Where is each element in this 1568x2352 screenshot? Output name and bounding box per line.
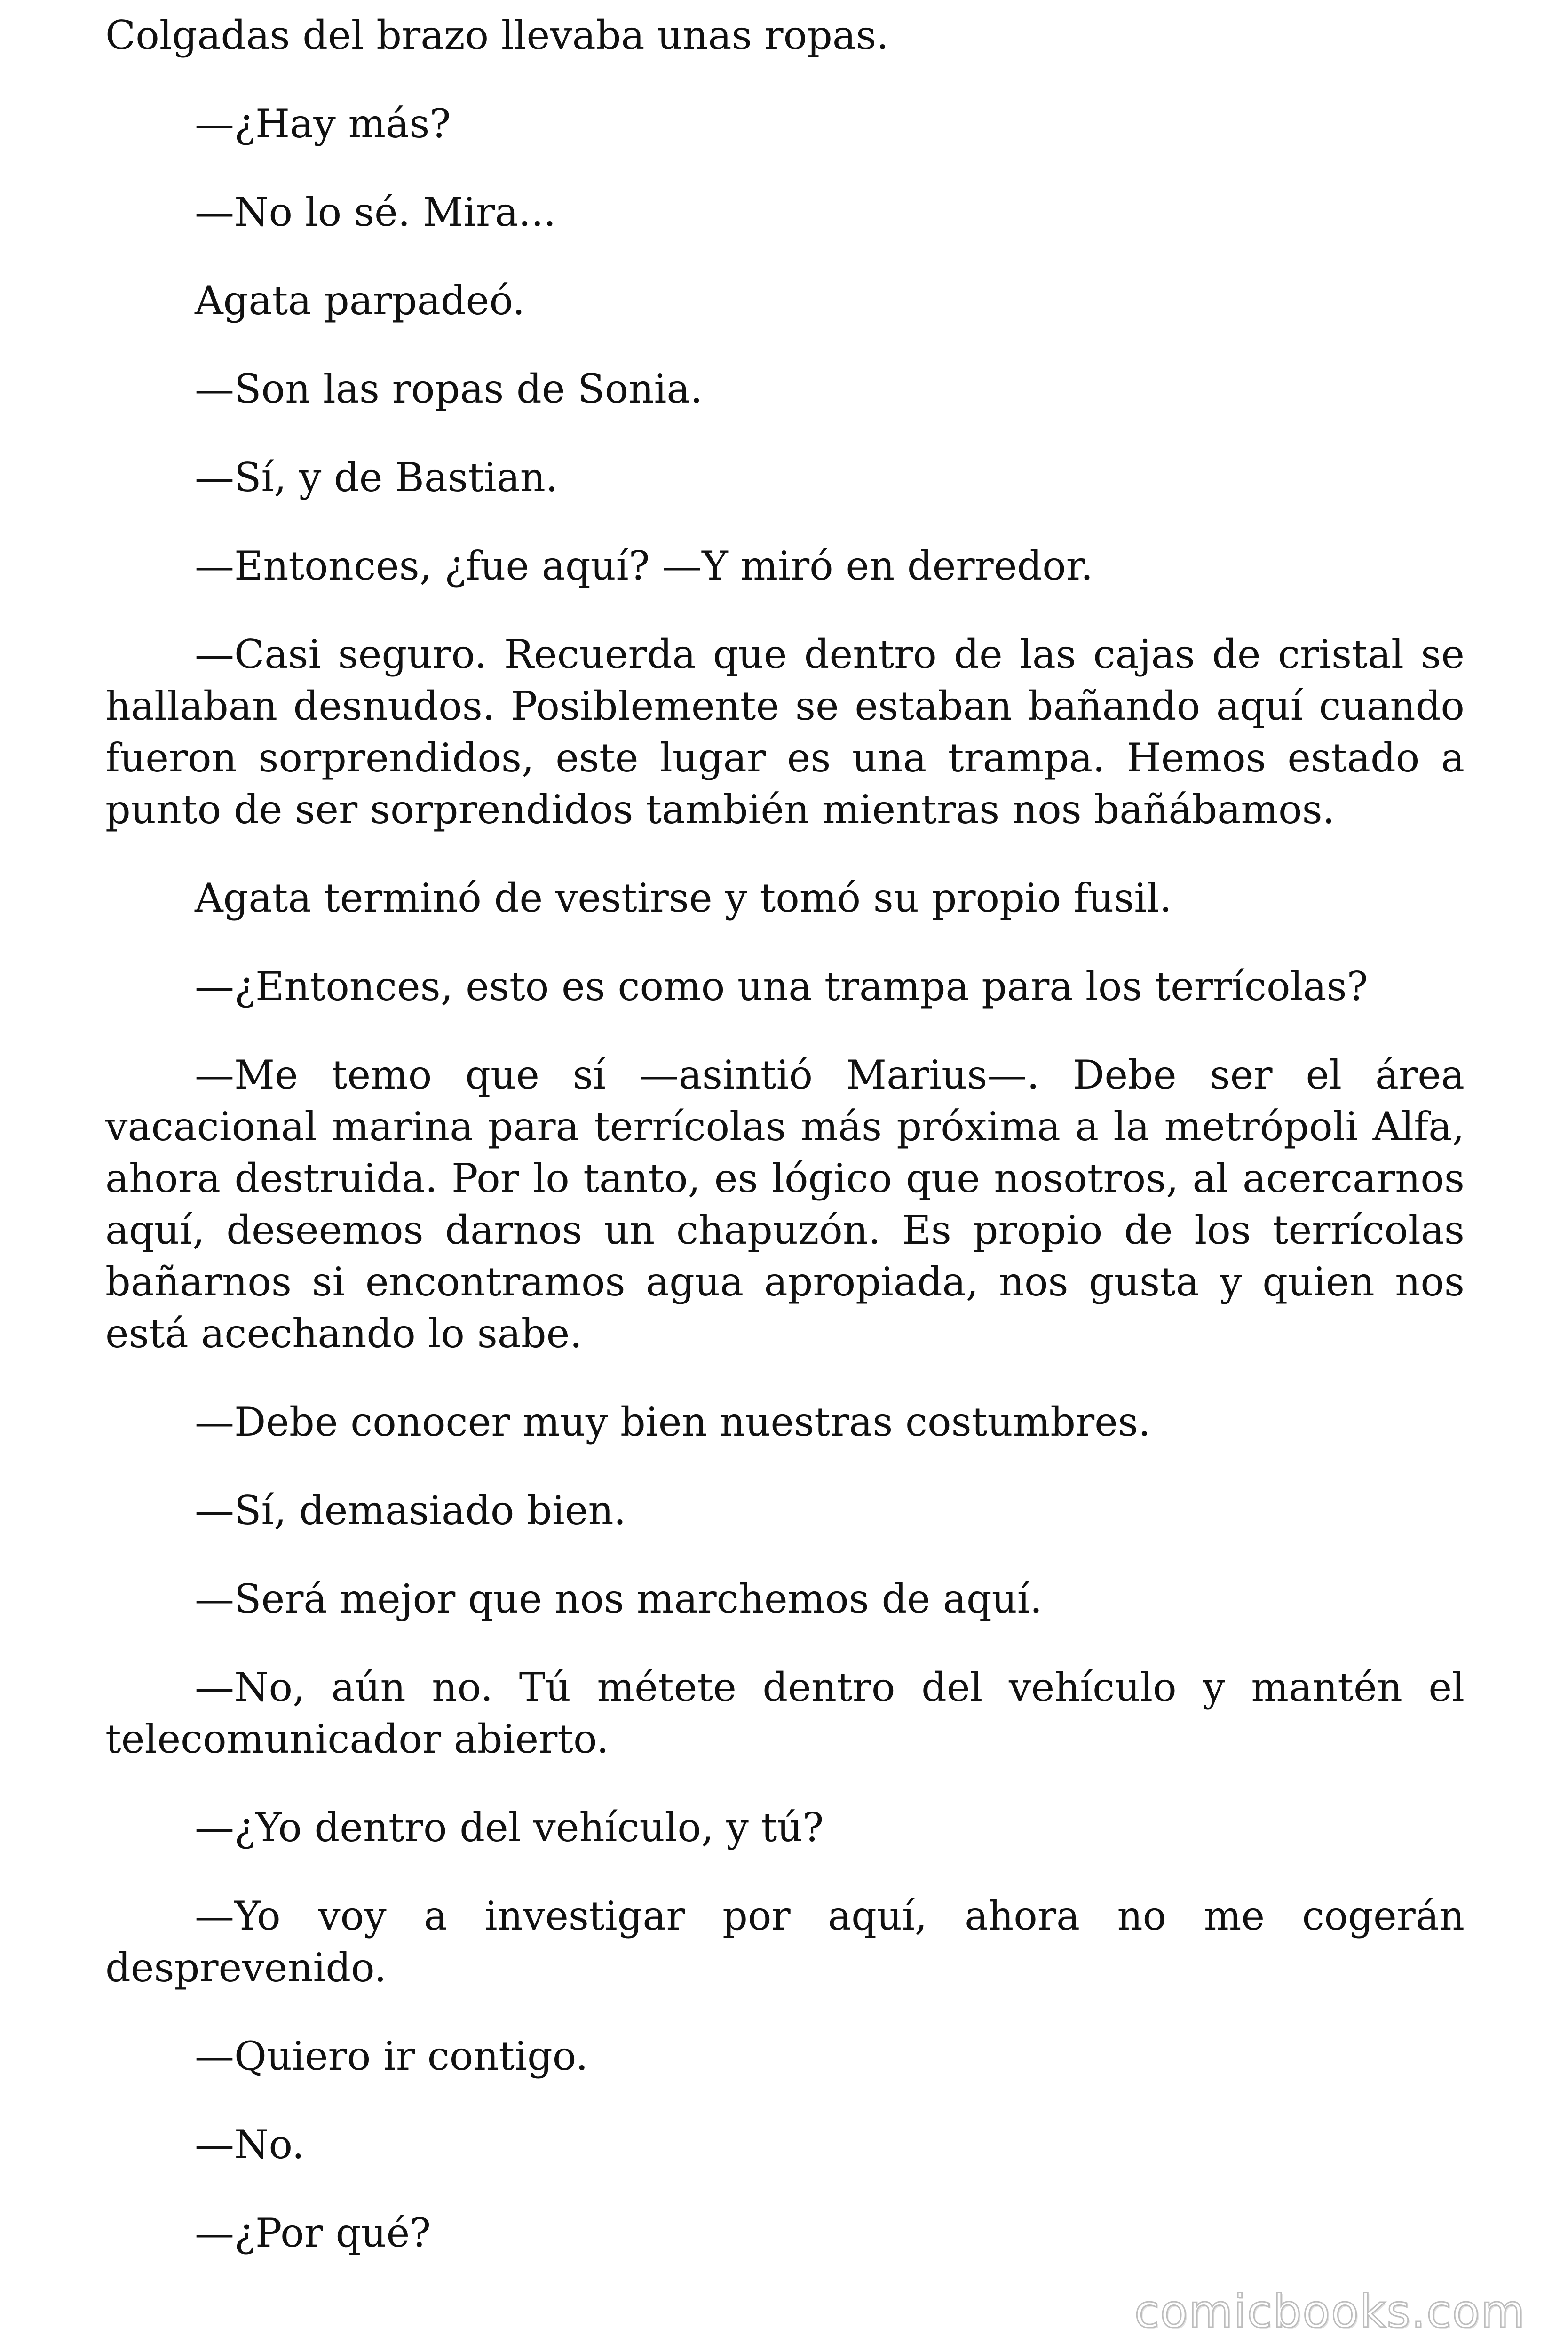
paragraph: —¿Por qué? bbox=[195, 2210, 431, 2256]
paragraph: —¿Hay más? bbox=[195, 101, 451, 147]
paragraph: —Será mejor que nos marchemos de aquí. bbox=[195, 1576, 1043, 1622]
paragraph: —Casi seguro. Recuerda que dentro de las cajas de cristal se hallaban desnudos. Posiblemente se estaban bañando aquí cuando fueron sorprendidos, este lugar es una trampa. Hemos estado a punto de ser sorprendidos también mientras nos bañábamos. bbox=[105, 631, 1465, 833]
paragraph: —No. bbox=[195, 2122, 305, 2168]
paragraph: —Quiero ir contigo. bbox=[195, 2033, 588, 2079]
watermark: comicbooks.com bbox=[1134, 2285, 1526, 2338]
paragraph: —Yo voy a investigar por aquí, ahora no me cogerán desprevenido. bbox=[105, 1893, 1465, 1991]
paragraph: —¿Yo dentro del vehículo, y tú? bbox=[195, 1804, 824, 1851]
paragraph: Agata parpadeó. bbox=[195, 278, 525, 324]
paragraph: —Debe conocer muy bien nuestras costumbres. bbox=[195, 1399, 1151, 1445]
paragraph: —¿Entonces, esto es como una trampa para los terrícolas? bbox=[195, 963, 1368, 1009]
paragraph: Colgadas del brazo llevaba unas ropas. bbox=[105, 12, 889, 58]
paragraph: —Sí, y de Bastian. bbox=[195, 454, 558, 501]
body-text bbox=[105, 9, 1465, 2296]
paragraph: —No lo sé. Mira... bbox=[195, 189, 556, 235]
paragraph: —Entonces, ¿fue aquí? —Y miró en derredor. bbox=[195, 543, 1093, 589]
paragraph: —Me temo que sí —asintió Marius—. Debe ser el área vacacional marina para terrícolas más próxima a la metrópoli Alfa, ahora destruida. Por lo tanto, es lógico que nosotros, al acercarnos aquí, deseemos darnos un chapuzón. Es propio de los terrícolas bañarnos si encontramos agua apropiada, nos gusta y quien nos está acechando lo sabe. bbox=[105, 1052, 1465, 1357]
paragraph: —Son las ropas de Sonia. bbox=[195, 366, 703, 412]
paragraph: —No, aún no. Tú métete dentro del vehículo y mantén el telecomunicador abierto. bbox=[105, 1664, 1465, 1762]
paragraph: Agata terminó de vestirse y tomó su propio fusil. bbox=[195, 875, 1172, 921]
paragraph: —Sí, demasiado bien. bbox=[195, 1487, 626, 1534]
